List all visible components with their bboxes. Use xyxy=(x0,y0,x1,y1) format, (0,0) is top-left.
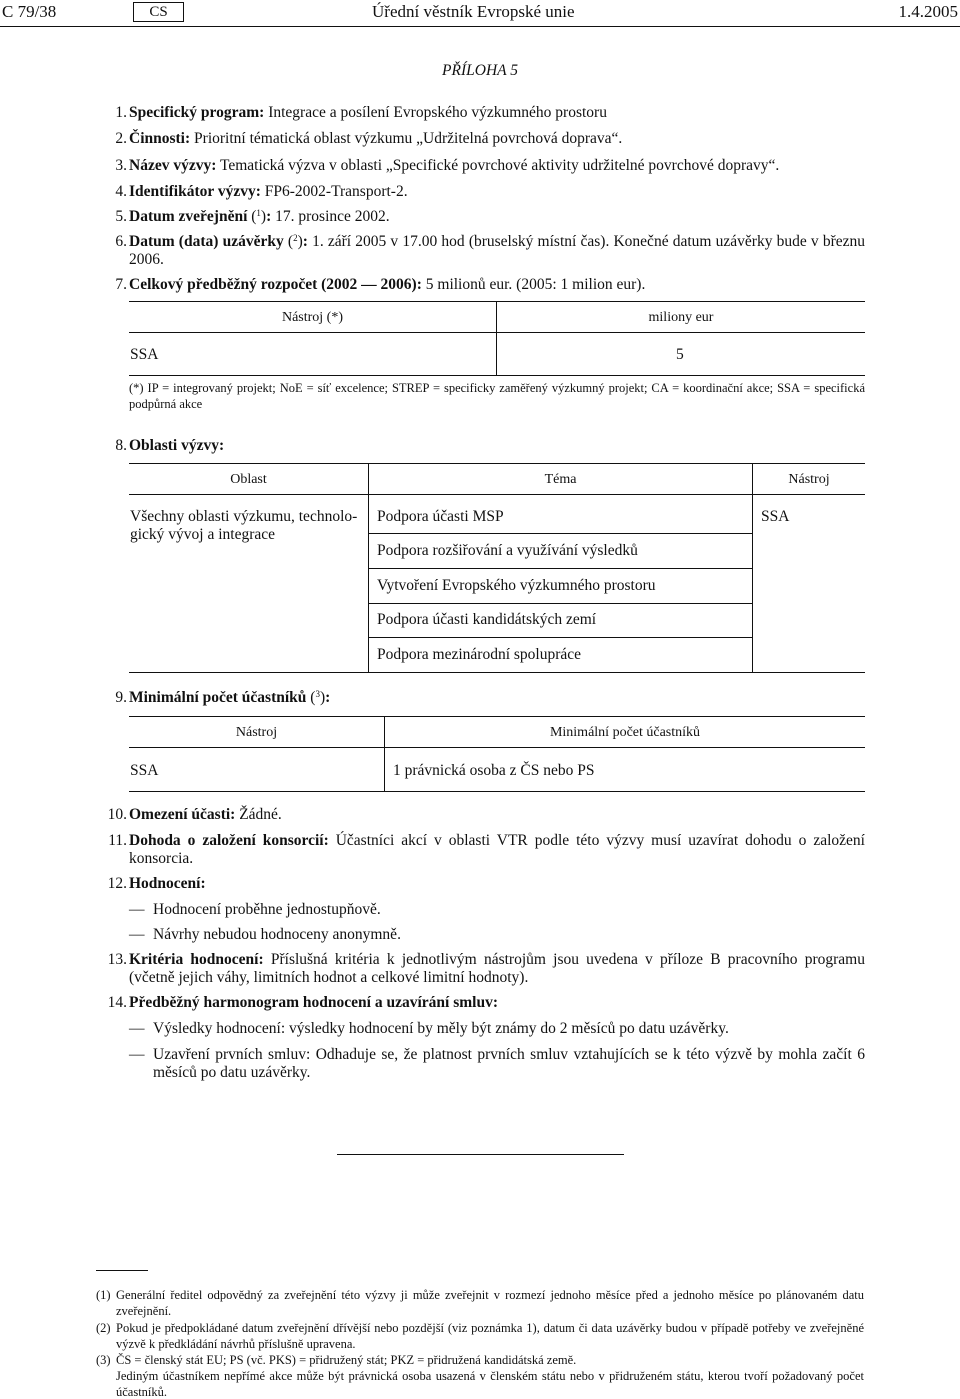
item-text xyxy=(129,157,865,175)
table-rule xyxy=(369,603,752,604)
area-cell xyxy=(130,508,362,544)
item-value: 1. září 2005 v 17.00 hod (bruselský místní čas). Konečné datum uzávěrky bude v březnu 2006. xyxy=(129,233,866,268)
areas-header-area: Oblast xyxy=(230,472,267,487)
area-text-line: gický vývoj a integrace xyxy=(130,526,276,543)
item-number: 10. xyxy=(107,806,127,823)
dash-text: Návrhy nebudou hodnoceny anonymně. xyxy=(153,926,401,943)
item-label: Název výzvy: xyxy=(129,157,217,174)
footnote-ref: 3 xyxy=(315,689,320,699)
areas-header-topic: Téma xyxy=(544,472,577,487)
area-instrument: SSA xyxy=(761,508,790,525)
budget-note: (*) IP = integrovaný projekt; NoE = síť excelence; STREP = specificky zaměřený výzkumný projekt; CA = koordinační akce; SSA = specifická podpůrná akce xyxy=(129,381,865,411)
item-number: 4. xyxy=(115,183,127,200)
table-rule xyxy=(129,463,865,464)
footnote-text: Generální ředitel odpovědný za zveřejnění této výzvy ji může zveřejnit v rozmezí jednoho měsíce před a jednoho měsíce po plánovaném datu zveřejnění. xyxy=(116,1288,864,1318)
language-code: CS xyxy=(133,2,184,22)
item-label: Datum (data) uzávěrky xyxy=(129,233,284,250)
area-text-line: Všechny oblasti výzkumu, technolo- xyxy=(130,508,358,525)
section-separator xyxy=(337,1154,624,1155)
table-rule xyxy=(129,747,865,748)
item-text: Datum zveřejnění ($^1$): 17. prosince 2002. xyxy=(129,208,390,225)
budget-amount: 5 xyxy=(676,346,684,363)
participants-minimum: 1 právnická osoba z ČS nebo PS xyxy=(393,762,595,779)
table-rule xyxy=(129,301,865,302)
item-number: 1. xyxy=(115,104,127,121)
table-rule xyxy=(129,332,865,333)
dash-glyph: — xyxy=(129,926,145,943)
item-text xyxy=(129,951,865,987)
table-rule xyxy=(369,568,752,569)
item-text xyxy=(129,832,865,868)
item-label: Kritéria hodnocení: xyxy=(129,951,264,968)
item-text: Minimální počet účastníků ($^3$): xyxy=(129,689,331,706)
footnote-mark: (1) xyxy=(96,1288,111,1302)
budget-header-amount: miliony eur xyxy=(648,310,714,325)
item-label: Identifikátor výzvy: xyxy=(129,183,261,200)
item-number: 11. xyxy=(108,832,127,849)
budget-header-instrument: Nástroj (*) xyxy=(281,310,344,325)
item-label: Minimální počet účastníků xyxy=(129,689,307,706)
topic-item: Podpora rozšiřování a využívání výsledků xyxy=(377,542,638,559)
dash-glyph: — xyxy=(129,901,145,918)
item-value: Integrace a posílení Evropského výzkumného prostoru xyxy=(264,104,607,121)
item-text xyxy=(129,130,865,148)
page-number: C 79/38 xyxy=(2,2,57,21)
item-value: 5 milionů eur. (2005: 1 milion eur). xyxy=(421,276,646,293)
item-text: Datum (data) uzávěrky ($^2$): 1. září 2005 v 17.00 hod (bruselský místní čas). Konečné datum uzávěrky bude v březnu 2006. xyxy=(129,233,866,268)
item-label: Činnosti: xyxy=(129,130,191,147)
budget-instrument: SSA xyxy=(130,346,159,363)
item-value: Příslušná kritéria k jednotlivým nástrojům jsou uvedena v příloze B pracovního programu (včetně jejich váhy, limitních hodnot a celkové limitní hodnoty). xyxy=(129,951,865,986)
table-rule xyxy=(129,672,865,673)
table-rule xyxy=(369,637,752,638)
item-value: Prioritní tématická oblast výzkumu „Udržitelná povrchová doprava“. xyxy=(190,130,623,147)
footnote-ref: 1 xyxy=(256,208,261,218)
label-colon: : xyxy=(266,208,272,225)
annex-title: PŘÍLOHA 5 xyxy=(442,62,518,79)
footnote-mark: (2) xyxy=(96,1321,111,1335)
footnote-rule xyxy=(96,1270,148,1271)
journal-title: Úřední věstník Evropské unie xyxy=(372,2,575,21)
item-text xyxy=(129,875,865,893)
table-rule xyxy=(129,716,865,717)
dash-text: Výsledky hodnocení: výsledky hodnocení by měly být známy do 2 měsíců po datu uzávěrky. xyxy=(153,1020,729,1037)
topic-item: Podpora účasti MSP xyxy=(377,508,504,525)
footnote-text xyxy=(116,1352,864,1399)
participants-instrument: SSA xyxy=(130,762,159,779)
item-number: 6. xyxy=(115,233,127,250)
item-label: Předběžný harmonogram hodnocení a uzavírání smluv: xyxy=(129,994,498,1011)
item-value: Tematická výzva v oblasti „Specifické povrchové aktivity udržitelné povrchové dopravy“. xyxy=(216,157,780,174)
footnote-line: Jediným účastníkem nepřímé akce může být právnická osoba usazená v členském státu nebo v přidruženém státu, kterou tvoří požadovaný počet účastníků. xyxy=(116,1369,864,1399)
footnote-ref: 2 xyxy=(293,233,298,243)
item-number: 13. xyxy=(107,951,127,968)
item-text xyxy=(129,437,865,455)
issue-date: 1.4.2005 xyxy=(898,2,958,21)
dash-text: Uzavření prvních smluv: Odhaduje se, že platnost prvních smluv vztahujících se k této výzvě by mohla začít 6 měsíců po datu uzávěrky. xyxy=(153,1046,865,1081)
item-label: Hodnocení: xyxy=(129,875,206,892)
item-value: FP6-2002-Transport-2. xyxy=(260,183,408,200)
item-label: Dohoda o založení konsorcií: xyxy=(129,832,329,849)
item-value: Žádné. xyxy=(235,806,282,823)
table-rule xyxy=(369,533,752,534)
item-number: 12. xyxy=(107,875,127,892)
item-text xyxy=(129,806,865,824)
item-value: Účastníci akcí v oblasti VTR podle této výzvy musí uzavírat dohodu o založení konsorcia. xyxy=(129,832,865,867)
participants-header-instrument: Nástroj xyxy=(235,725,278,740)
topic-item: Podpora účasti kandidátských zemí xyxy=(377,611,597,628)
item-text xyxy=(129,104,865,122)
item-number: 7. xyxy=(115,276,127,293)
topic-item: Vytvoření Evropského výzkumného prostoru xyxy=(377,577,656,594)
item-label: Oblasti výzvy: xyxy=(129,437,225,454)
table-rule xyxy=(129,375,865,376)
footnote-text: Pokud je předpokládané datum zveřejnění dřívější nebo pozdější (viz poznámka 1), datum či data uzávěrky budou v případě potřeby ve zveřejněné výzvě k předkládání návrhů příslušně upravena. xyxy=(116,1321,864,1351)
item-text xyxy=(129,994,865,1012)
label-colon: : xyxy=(325,689,331,706)
footnote-mark: (3) xyxy=(96,1353,111,1367)
item-text xyxy=(129,276,865,294)
page-header xyxy=(0,0,960,26)
item-value: 17. prosince 2002. xyxy=(271,208,390,225)
item-text xyxy=(129,183,865,201)
footnote-line: ČS = členský stát EU; PS (vč. PKS) = přidružený stát; PKZ = přidružená kandidátská země. xyxy=(116,1353,577,1367)
dash-glyph: — xyxy=(129,1046,145,1063)
label-colon: : xyxy=(302,233,308,250)
dash-glyph: — xyxy=(129,1020,145,1037)
header-rule xyxy=(0,26,960,27)
item-number: 9. xyxy=(115,689,127,706)
table-rule xyxy=(129,791,865,792)
item-label: Datum zveřejnění xyxy=(129,208,248,225)
item-label: Specifický program: xyxy=(129,104,265,121)
item-label: Omezení účasti: xyxy=(129,806,236,823)
dash-text: Hodnocení proběhne jednostupňově. xyxy=(153,901,381,918)
item-number: 3. xyxy=(115,157,127,174)
item-number: 5. xyxy=(115,208,127,225)
item-label: Celkový předběžný rozpočet (2002 — 2006): xyxy=(129,276,422,293)
areas-header-instrument: Nástroj xyxy=(788,472,830,487)
item-number: 2. xyxy=(115,130,127,147)
item-number: 14. xyxy=(107,994,127,1011)
participants-header-minimum: Minimální počet účastníků xyxy=(549,725,701,740)
table-rule xyxy=(129,494,865,495)
topic-item: Podpora mezinárodní spolupráce xyxy=(377,646,582,663)
item-number: 8. xyxy=(115,437,127,454)
